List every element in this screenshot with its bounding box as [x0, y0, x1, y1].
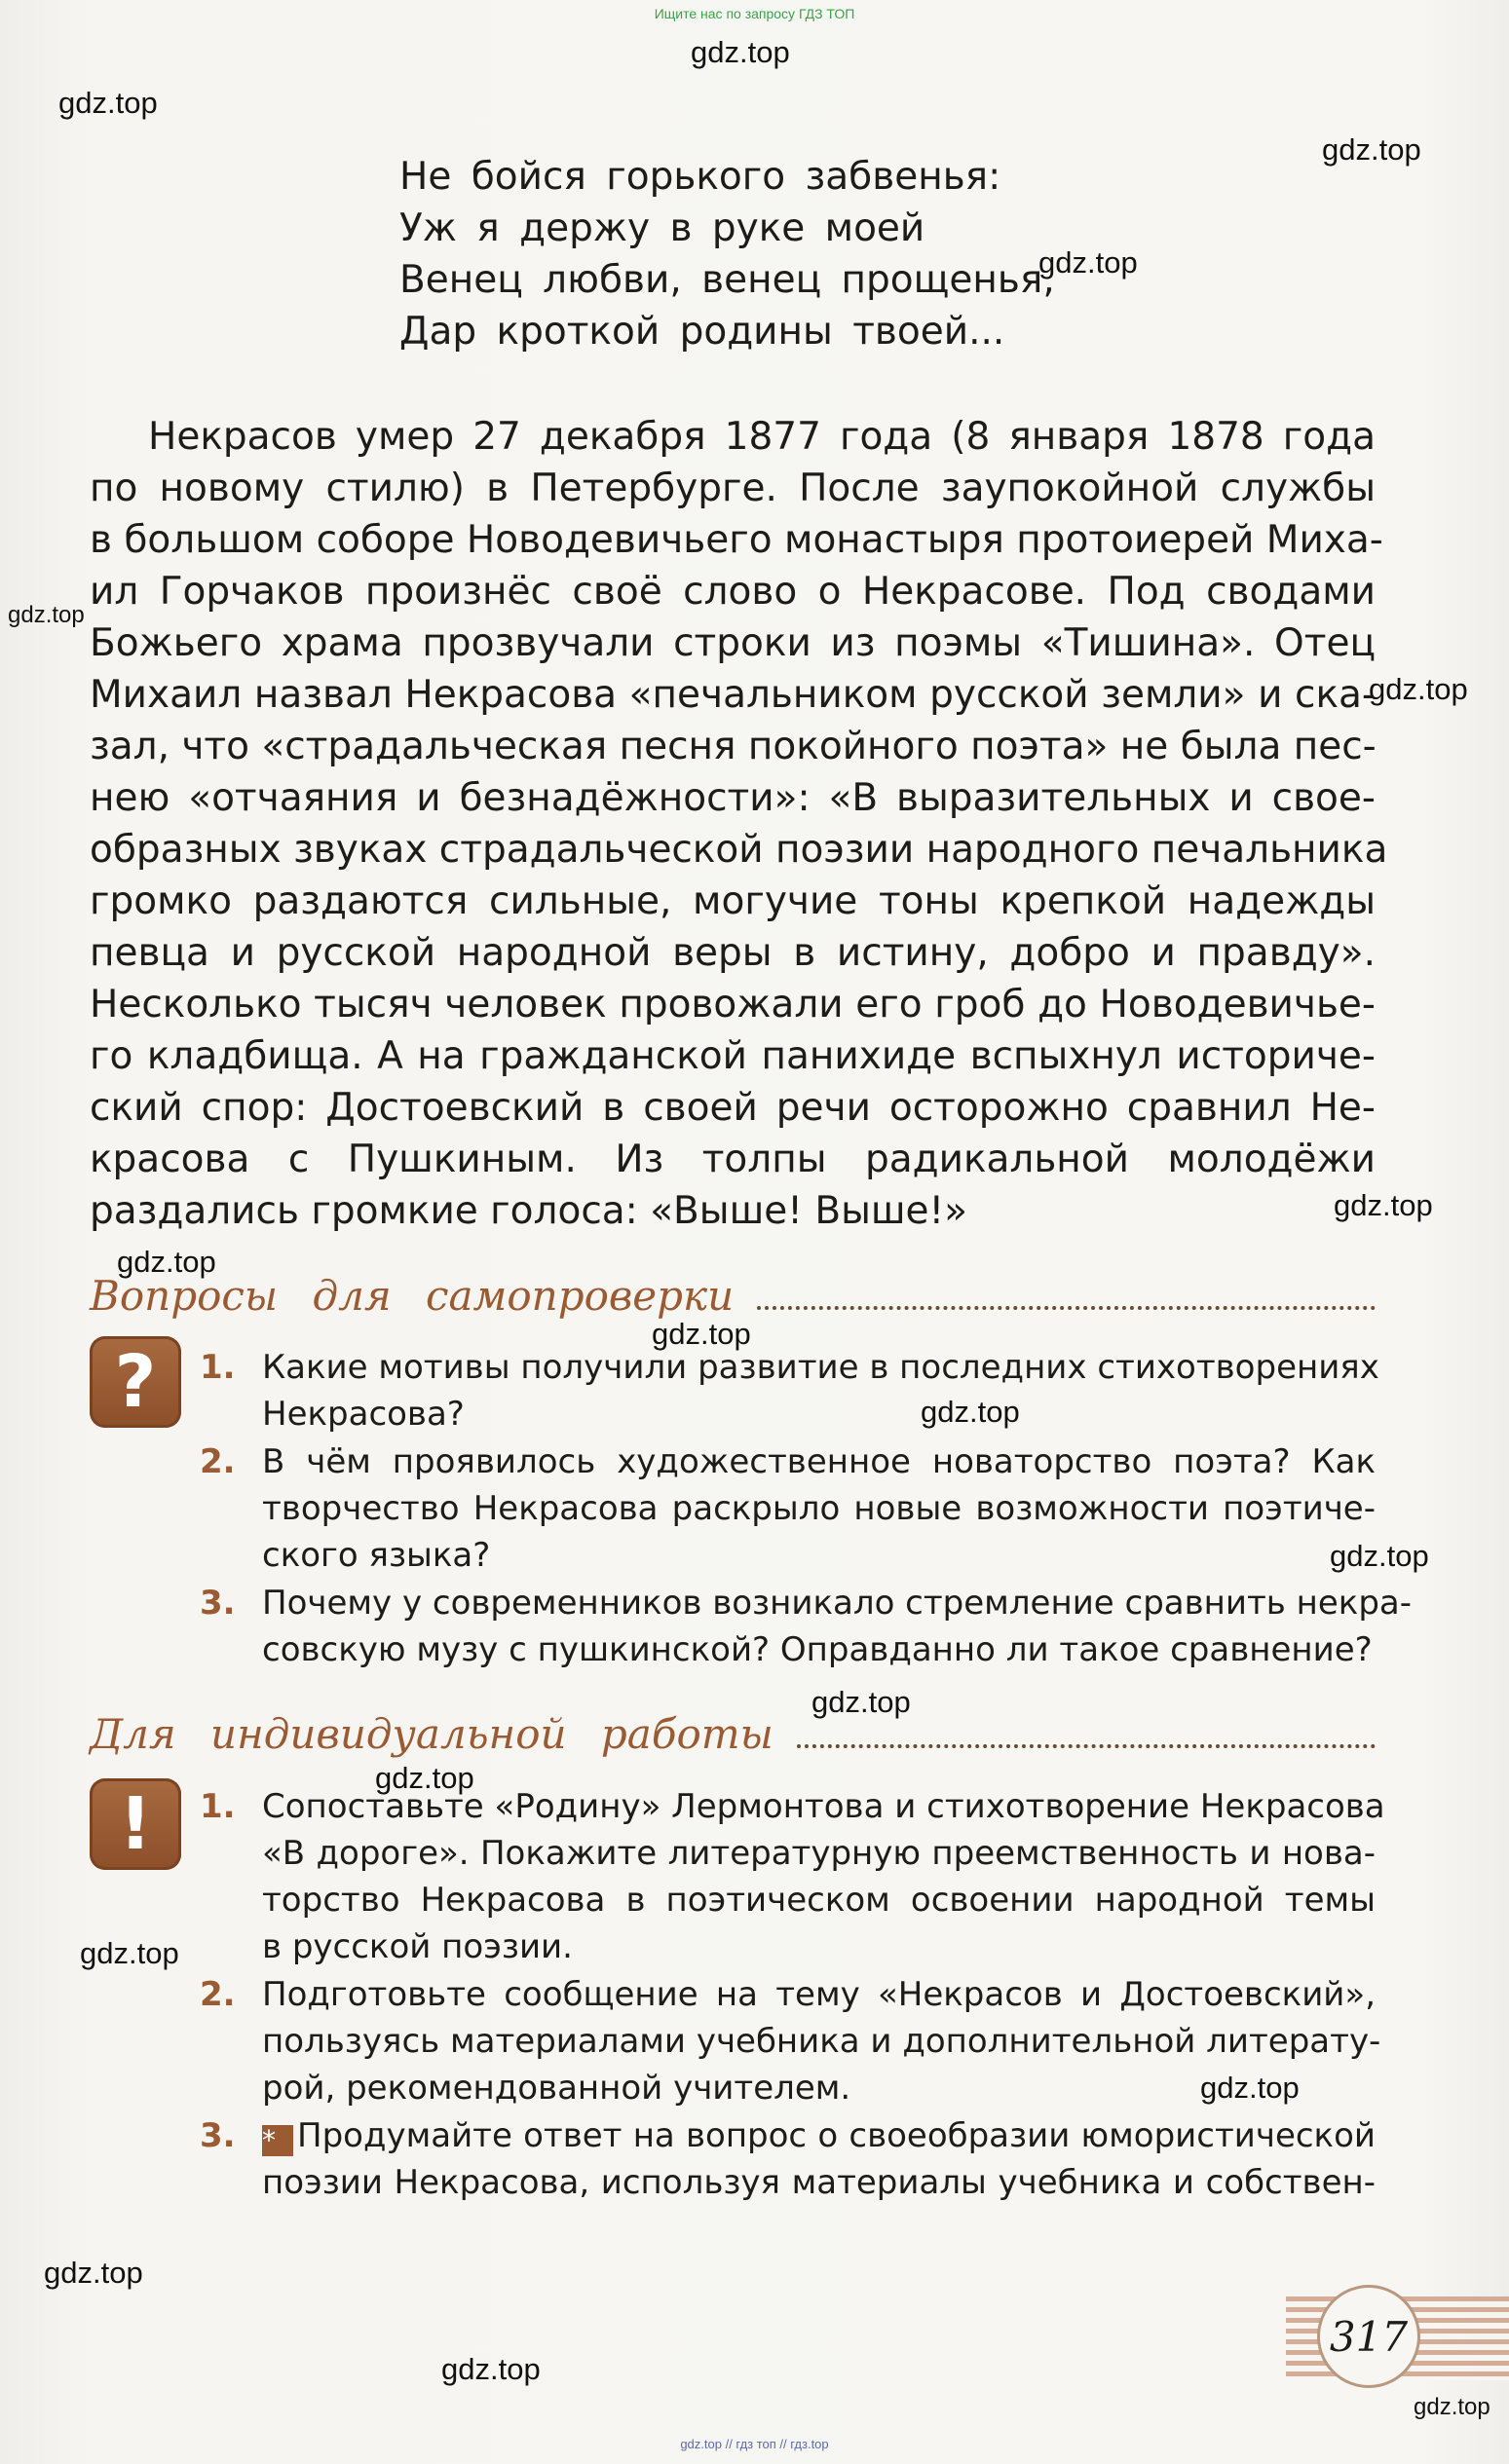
exclamation-mark-icon: [90, 1778, 181, 1870]
watermark: gdz.top: [1369, 672, 1468, 706]
paragraph-line: в большом соборе Новодевичьего монастыря протоиерей Миха-: [90, 518, 1383, 562]
watermark: gdz.top: [80, 1936, 179, 1970]
dotted-leader: [797, 1744, 1376, 1748]
question-line: творчество Некрасова раскрыло новые возможности поэтиче-: [262, 1489, 1376, 1528]
task-line: в русской поэзии.: [262, 1927, 573, 1966]
asterisk-icon: *: [262, 2125, 293, 2156]
paragraph-line: нею «отчаяния и безнадёжности»: «В выразительных и свое-: [90, 776, 1376, 820]
watermark: gdz.top: [921, 1395, 1020, 1429]
paragraph-line: громко раздаются сильные, могучие тоны крепкой надежды: [90, 879, 1376, 923]
task-number: 2.: [200, 1975, 236, 2014]
watermark: gdz.top: [117, 1245, 216, 1279]
bottom-note: gdz.top // гдз топ // гдз.top: [680, 2437, 829, 2451]
question-item: [200, 1438, 1376, 1579]
task-line: [262, 2112, 1376, 2159]
paragraph-line: Михаил назвал Некрасова «печальником русской земли» и ска-: [90, 673, 1376, 717]
poem-stanza: [399, 151, 1055, 357]
question-line: Почему у современников возникало стремление сравнить некра-: [262, 1584, 1413, 1623]
paragraph-line: Божьего храма прозвучали строки из поэмы «Тишина». Отец: [90, 621, 1376, 665]
watermark: gdz.top: [44, 2256, 143, 2290]
paragraph-line: красова с Пушкиным. Из толпы радикальной молодёжи: [90, 1138, 1376, 1181]
top-note: Ищите нас по запросу ГДЗ ТОП: [654, 6, 855, 21]
paragraph-line: Некрасов умер 27 декабря 1877 года (8 января 1878 года: [148, 415, 1376, 459]
page-number: [1317, 2285, 1420, 2388]
question-mark-icon: [90, 1336, 181, 1428]
individual-work-title: Для индивидуальной работы: [90, 1710, 773, 1758]
watermark: gdz.top: [691, 35, 790, 69]
watermark: gdz.top: [1330, 1539, 1429, 1573]
task-item: [200, 1783, 1385, 1970]
question-number: 2.: [200, 1442, 236, 1481]
page-number-text: 317: [1329, 2312, 1409, 2361]
watermark: gdz.top: [441, 2352, 541, 2386]
watermark: gdz.top: [1414, 2394, 1490, 2420]
self-check-heading: [90, 1271, 1376, 1320]
poem-line: Уж я держу в руке моей: [399, 206, 925, 250]
poem-line: Венец любви, венец прощенья,: [399, 258, 1055, 302]
paragraph-line: зал, что «страдальческая песня покойного поэта» не была пес-: [90, 725, 1377, 768]
task-line: торство Некрасова в поэтическом освоении народной темы: [262, 1881, 1376, 1920]
task-line: «В дороге». Покажите литературную преемственность и нова-: [262, 1834, 1376, 1873]
question-line: Некрасова?: [262, 1395, 465, 1434]
watermark: gdz.top: [1334, 1188, 1433, 1222]
badge-symbol: ?: [114, 1340, 157, 1424]
paragraph-line: по новому стилю) в Петербурге. После заупокойной службы: [90, 467, 1376, 510]
paragraph-line: го кладбища. А на гражданской панихиде вспыхнул историче-: [90, 1034, 1376, 1078]
paragraph-line: ский спор: Достоевский в своей речи осторожно сравнил Не-: [90, 1086, 1376, 1130]
watermark: gdz.top: [375, 1761, 474, 1795]
paragraph-line: певца и русской народной веры в истину, добро и правду».: [90, 931, 1376, 975]
task-line: Сопоставьте «Родину» Лермонтова и стихотворение Некрасова: [262, 1787, 1385, 1826]
task-item: [200, 1971, 1381, 2111]
badge-symbol: !: [119, 1782, 152, 1866]
watermark: gdz.top: [811, 1685, 911, 1719]
poem-line: Дар кроткой родины твоей...: [399, 310, 1005, 354]
task-number: 3.: [200, 2116, 236, 2155]
task-line-text: Продумайте ответ на вопрос о своеобразии юмористической: [297, 2116, 1376, 2155]
task-line: пользуясь материалами учебника и дополнительной литерату-: [262, 2022, 1381, 2061]
paragraph-line: образных звуках страдальческой поэзии народного печальника: [90, 828, 1388, 872]
question-line: Какие мотивы получили развитие в последних стихотворениях: [262, 1348, 1379, 1387]
watermark: gdz.top: [1322, 132, 1421, 167]
question-number: 1.: [200, 1348, 236, 1387]
question-line: совскую музу с пушкинской? Оправданно ли такое сравнение?: [262, 1630, 1373, 1669]
question-number: 3.: [200, 1584, 236, 1623]
watermark: gdz.top: [8, 602, 85, 628]
question-line: ского языка?: [262, 1536, 491, 1575]
task-line: Подготовьте сообщение на тему «Некрасов и Достоевский»,: [262, 1975, 1376, 2014]
question-item: [200, 1580, 1413, 1673]
task-line: рой, рекомендованной учителем.: [262, 2069, 851, 2108]
self-check-title: Вопросы для самопроверки: [90, 1272, 735, 1320]
watermark: gdz.top: [652, 1317, 751, 1351]
dotted-leader: [757, 1306, 1376, 1310]
individual-work-heading: [90, 1709, 1376, 1758]
watermark: gdz.top: [58, 86, 158, 120]
task-item: [200, 2112, 1376, 2206]
question-item: [200, 1344, 1379, 1437]
watermark: gdz.top: [1200, 2071, 1300, 2105]
task-number: 1.: [200, 1787, 236, 1826]
watermark: gdz.top: [1038, 245, 1138, 280]
question-line: В чём проявилось художественное новаторство поэта? Как: [262, 1442, 1376, 1481]
task-line: поэзии Некрасова, используя материалы учебника и собствен-: [262, 2163, 1376, 2202]
paragraph-line: ил Горчаков произнёс своё слово о Некрасове. Под сводами: [90, 570, 1376, 614]
paragraph-line: Несколько тысяч человек провожали его гроб до Новодевичье-: [90, 983, 1376, 1027]
poem-line: Не бойся горького забвенья:: [399, 155, 1001, 199]
paragraph-line: раздались громкие голоса: «Выше! Выше!»: [90, 1189, 968, 1233]
